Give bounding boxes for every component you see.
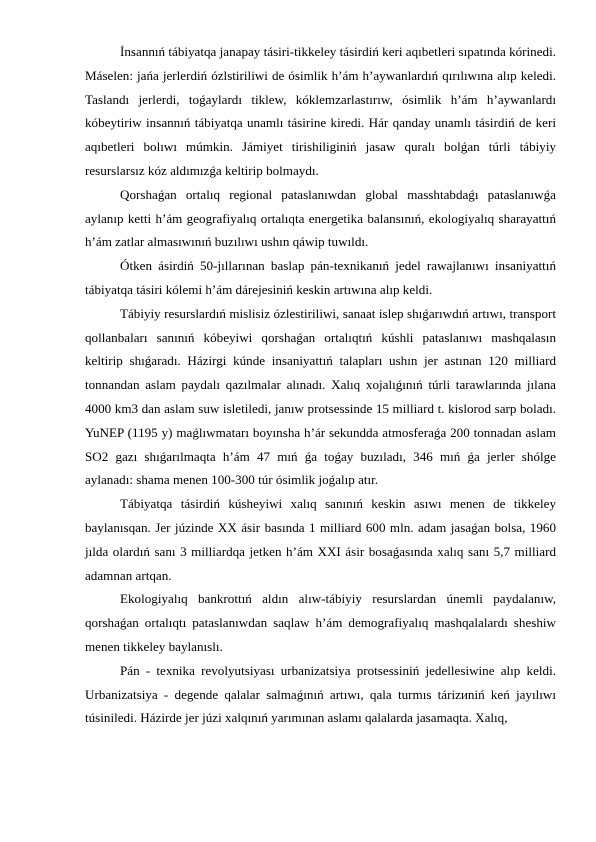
document-page: [85, 40, 556, 730]
paragraph-6: Ekologiyalıq bankrottıń aldın alıw-tábiyiy resurslardan únemli paydalanıw, qorshaǵan ortalıqtı pataslanıwdan saqlaw h’ám demografiyalıq mashqalalardı sheshiw menen tikkeley baylanıslı.: [85, 591, 556, 654]
paragraph-2: Qorshaǵan ortalıq regional pataslanıwdan global masshtabdaǵı pataslanıwǵa aylanıp ketti h’ám geografiyalıq ortalıqta energetika balansınıń, ekologiyalıq sharayattıń h’ám zatlar almasıwınıń buzılıwı ushın qáwip tuwıldı.: [85, 186, 556, 250]
paragraph-4: Tábiyiy resurslardıń mislisiz ózlestiriliwi, sanaat islep shıǵarıwdıń artıwı, transport qollanbaları sanınıń kóbeyiwi qorshaǵan ortalıqtıń kúshli pataslanıwı mashqalasın keltirip shıǵaradı. Házirgi kúnde insaniyattıń talapları ushın jer astınan 120 milliard tonnandan aslam paydalı qazılmalar alınadı. Xalıq xojalıǵınıń túrli tarawlarında jılana 4000 km3 dan aslam suw isletiledi, janıw protsessinde 15 milliard t. kislorod sarp boladı. YuNEP (1195 y) maǵlıwmatarı boyınsha h’ár sekundda atmosferaǵa 200 tonnadan aslam SO2 gazı shıǵarılmaqta h’ám 47 mıń ǵa toǵay buzıladı, 346 mıń ǵa jerler shólge aylanadı: shama menen 100-300 túr ósimlik joǵalıp atır.: [85, 305, 556, 488]
paragraph-7: Pán - texnika revolyutsiyası urbanizatsiya protsessiniń jedellesiwine alıp keldi. Urbanizatsiya - degende qalalar salmaǵınıń artıwı, qala turmıs tárizиniń keń jayılıwı túsiniledi. Házirde jer júzi xalqınıń yarımınan aslamı qalalarda jasamaqta. Xalıq,: [85, 662, 556, 726]
paragraph-1: İnsannıń tábiyatqa janapay tásiri-tikkeley tásirdiń keri aqıbetleri sıpatında kórinedi. Máselen: jańa jerlerdiń ózlstiriliwi de ósimlik h’ám h’aywanlardıń qırılıwına alıp keledi. Taslandı jerlerdi, toǵaylardı tiklew, kóklemzarlastırıw, ósimlik h’ám h’aywanlardı kóbeytiriw insannıń tábiyatqa unamlı tásirine kiredi. Hár qanday unamlı tásirdiń de keri aqıbetleri bolıwı múmkin. Jámiyet tirishiliginiń jasaw quralı bolǵan túrli tábiyiy resurslarsız kóz aldımızǵa keltirip bolmaydı.: [85, 44, 556, 178]
paragraph-3: Ótken ásirdiń 50-jıllarınan baslap pán-texnikanıń jedel rawajlanıwı insaniyattıń tábiyatqa tásiri kólemi h’ám dárejesiniń keskin artıwına alıp keldi.: [85, 258, 556, 297]
paragraph-5: Tábiyatqa tásirdiń kúsheyiwi xalıq sanınıń keskin asıwı menen de tikkeley baylanısqan. Jer júzinde XX ásir basında 1 milliard 600 mln. adam jasaǵan bolsa, 1960 jılda olardıń sanı 3 milliardqa jetken h’ám XXI ásir bosaǵasında xalıq sanı 5,7 milliard adamnan artqan.: [85, 496, 556, 583]
